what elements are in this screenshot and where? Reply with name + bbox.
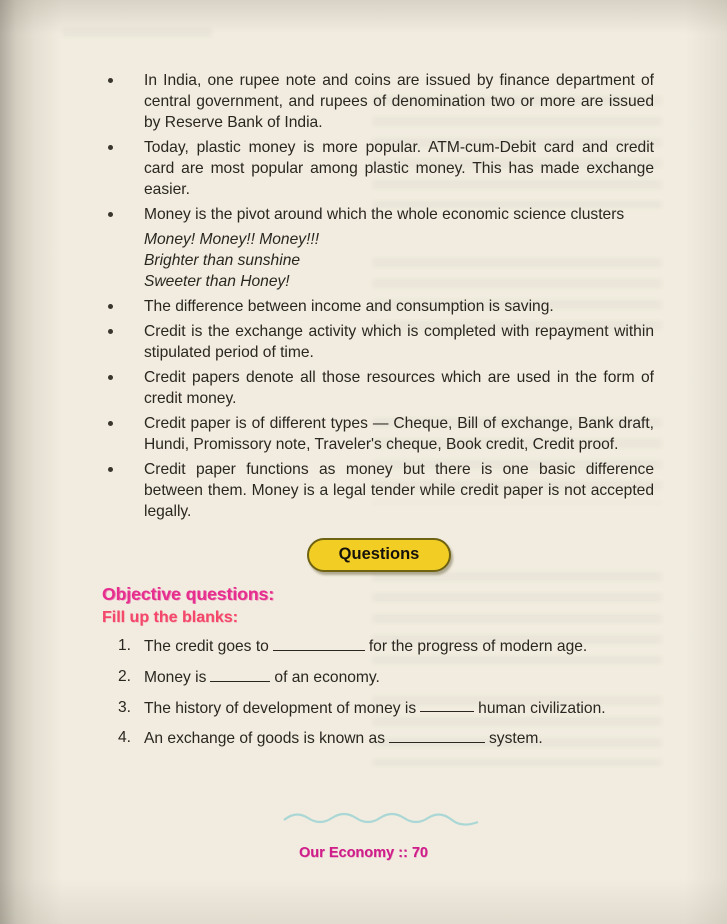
question-before-blank: The history of development of money is [144, 699, 417, 717]
questions-badge: Questions [307, 538, 452, 572]
answer-blank [210, 666, 270, 682]
fill-blank-question [104, 666, 654, 688]
bullet-text: Money is the pivot around which the whole economic science clusters [144, 206, 625, 223]
bullet-text: Today, plastic money is more popular. ATM-cum-Debit card and credit card are most popular among plastic money. This has made exchange easier. [144, 139, 654, 198]
bullet-text: Credit papers denote all those resources which are used in the form of credit money. [144, 369, 654, 407]
question-text [144, 635, 654, 657]
bullet-item [104, 70, 654, 133]
bullet-dot-icon [104, 459, 144, 522]
bleed-through-text [62, 28, 212, 44]
bullet-item [104, 296, 654, 317]
answer-blank [389, 727, 485, 743]
bullet-dot-icon [104, 413, 144, 455]
question-text [144, 727, 654, 749]
pen-squiggle-mark [282, 808, 482, 833]
bullet-dot-icon [104, 204, 144, 225]
poem-line: Brighter than sunshine [144, 252, 301, 269]
bullet-item [104, 413, 654, 455]
bullet-dot-icon [104, 296, 144, 317]
page-content [104, 70, 654, 758]
question-after-blank: human civilization. [478, 699, 606, 717]
bullet-text: In India, one rupee note and coins are issued by finance department of central government, and rupees of denomination two or more are issued by Reserve Bank of India. [144, 72, 654, 131]
question-number: 2. [118, 667, 132, 685]
question-after-blank: of an economy. [274, 668, 380, 686]
objective-questions-heading: Objective questions: [102, 584, 275, 604]
question-text [144, 697, 654, 719]
question-before-blank: The credit goes to [144, 637, 269, 655]
fill-blanks-heading: Fill up the blanks: [102, 609, 239, 626]
bullet-text: Credit paper is of different types — Cheque, Bill of exchange, Bank draft, Hundi, Promissory note, Traveler's cheque, Book credit, Credit proof. [144, 415, 654, 453]
bullet-text: Credit paper functions as money but there is one basic difference between them. Money is a legal tender while credit paper is not accepted legally. [144, 461, 654, 520]
page-footer: Our Economy :: 70 [299, 845, 428, 861]
bullet-list-bottom [104, 296, 654, 522]
bullet-list-top [104, 70, 654, 225]
bullet-item [104, 137, 654, 200]
bullet-text: Credit is the exchange activity which is completed with repayment within stipulated period of time. [144, 323, 654, 361]
poem-line: Money! Money!! Money!!! [144, 231, 320, 248]
fill-blank-question [104, 727, 654, 749]
poem-block [144, 229, 654, 292]
bullet-dot-icon [104, 70, 144, 133]
question-text [144, 666, 654, 688]
bullet-dot-icon [104, 137, 144, 200]
fill-blank-question [104, 697, 654, 719]
bullet-item [104, 321, 654, 363]
question-before-blank: Money is [144, 668, 207, 686]
question-after-blank: system. [489, 730, 543, 748]
answer-blank [420, 697, 474, 713]
bullet-text: The difference between income and consumption is saving. [144, 298, 554, 315]
question-number: 3. [118, 698, 132, 716]
fill-blank-question [104, 635, 654, 657]
fill-blanks-list [104, 635, 654, 749]
question-after-blank: for the progress of modern age. [368, 637, 588, 655]
bullet-item [104, 367, 654, 409]
bullet-dot-icon [104, 367, 144, 409]
poem-line: Sweeter than Honey! [144, 273, 290, 290]
question-before-blank: An exchange of goods is known as [144, 730, 385, 748]
question-number: 1. [118, 637, 132, 654]
bullet-item [104, 459, 654, 522]
bullet-item [104, 204, 654, 225]
question-number: 4. [118, 729, 132, 747]
answer-blank [273, 635, 365, 651]
bullet-dot-icon [104, 321, 144, 363]
